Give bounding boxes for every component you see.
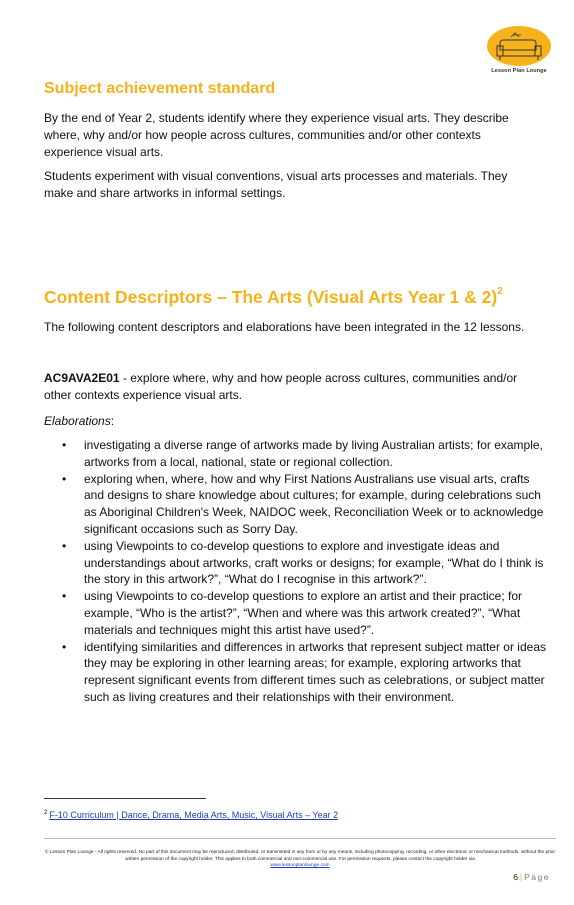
list-item: • exploring when, where, how and why First Nations Australians use visual arts, crafts and designs to share knowledge about cultures; for example, during celebrations such as Aboriginal Children's Week, NAIDOC week, Reconciliation Week or to acknowledge significant occasions such as Sorry Day.	[62, 471, 546, 538]
page-number-value: 6	[513, 872, 518, 882]
list-item: • investigating a diverse range of artworks made by living Australian artists; for example, artworks from a local, national, state or regional collection.	[62, 437, 546, 471]
elaborations-label	[44, 413, 534, 430]
section-heading-content-descriptors	[44, 287, 503, 308]
footnote-number: 2	[44, 810, 48, 816]
list-item: • using Viewpoints to co-develop questions to explore and investigate ideas and understandings about artworks, craft works or designs; for example, “What do I think is the story in this artwork?”, “What do I recognise in this artwork?”.	[62, 538, 546, 588]
list-item: • using Viewpoints to co-develop questions to explore an artist and their practice; for example, “Who is the artist?”, “When and where was this artwork created?”, “What materials and techniques might this artist have used?”.	[62, 588, 546, 638]
website-link[interactable]: www.lessonplanlounge.com	[270, 863, 330, 868]
elaborations-list	[62, 437, 546, 706]
lesson-plan-lounge-logo	[483, 24, 555, 78]
sofa-logo-icon	[483, 24, 555, 68]
copyright-notice	[44, 850, 556, 870]
descriptor-paragraph	[44, 370, 534, 404]
elaborations-label-text: Elaborations	[44, 414, 111, 428]
descriptor-code: AC9AVA2E01	[44, 371, 120, 385]
curriculum-link[interactable]: F-10 Curriculum | Dance, Drama, Media Arts, Music, Visual Arts – Year 2	[49, 810, 339, 820]
content-descriptors-intro: The following content descriptors and elaborations have been integrated in the 12 lessons.	[44, 320, 525, 334]
achievement-paragraph-1: By the end of Year 2, students identify where they experience visual arts. They describe where, why and/or how people across cultures, communities and/or other contexts experience visual arts.	[44, 111, 509, 159]
elaborations-label-colon: :	[110, 414, 115, 428]
page-word: Page	[524, 872, 550, 882]
footer-divider	[44, 838, 556, 839]
section-heading-achievement-standard: Subject achievement standard	[44, 80, 276, 97]
content-descriptors-title: Content Descriptors – The Arts (Visual Arts Year 1 & 2)	[44, 287, 498, 307]
list-item: • identifying similarities and differences in artworks that represent subject matter or ideas they may be exploring in other learning areas; for example, exploring artworks that represent significant events from different times such as celebrations, or subject matter such as living creatures and their relationships with their environment.	[62, 639, 546, 706]
copyright-text: © Lesson Plan Lounge - All rights reserved. No part of this document may be reproduced, distributed, or transmitted in any form or by any means, including photocopying, recording, or other electronic or mechanical methods, without the prior written permission of the copyright holder. This applies to both commercial and non-commercial use. For permission requests, please contact the copyright holder via	[44, 850, 556, 862]
descriptor-text: - explore where, why and how people across cultures, communities and/or other contexts experience visual arts.	[44, 371, 518, 402]
achievement-paragraph-2: Students experiment with visual conventions, visual arts processes and materials. They make and share artworks in informal settings.	[44, 169, 508, 200]
footnote	[44, 810, 338, 820]
footnote-reference[interactable]: 2	[497, 286, 503, 297]
footnote-divider	[44, 798, 206, 799]
page-separator: |	[519, 872, 523, 882]
logo-text: Lesson Plan Lounge	[491, 68, 547, 74]
page-number	[513, 872, 550, 882]
